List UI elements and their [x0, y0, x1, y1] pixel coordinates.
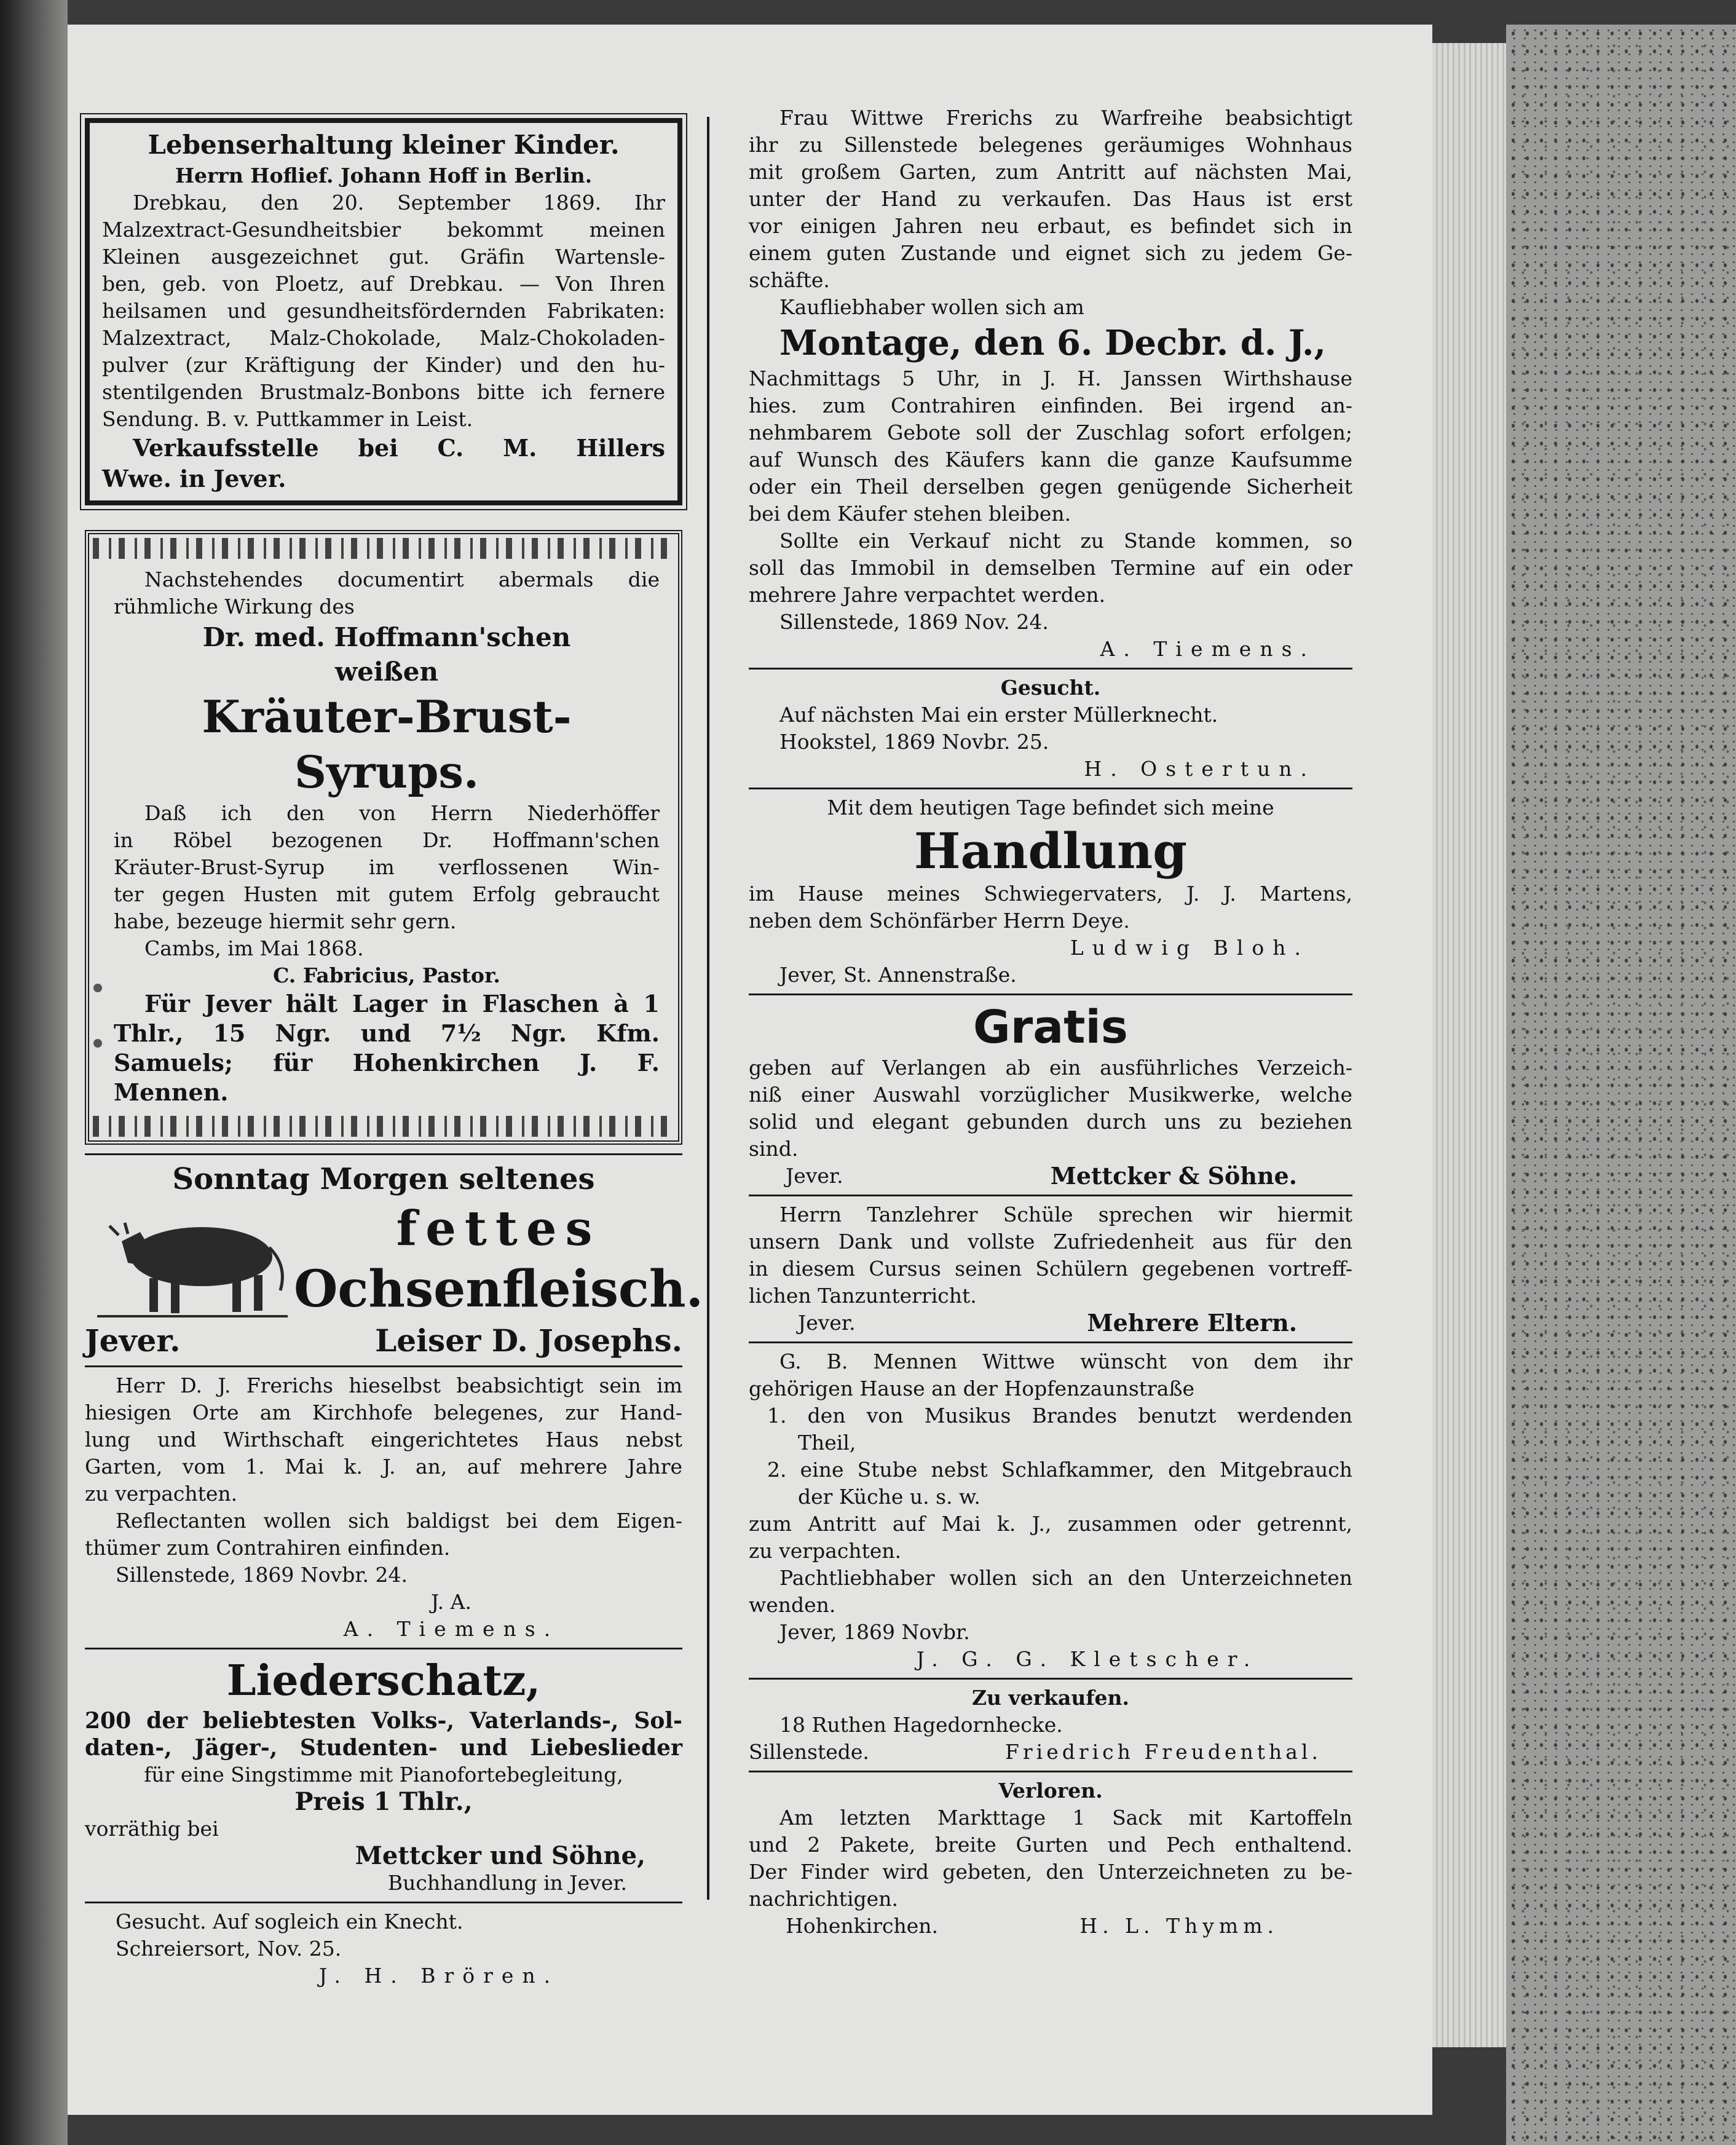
ad-tanzlehrer: [749, 1201, 1352, 1337]
ad-line: soll das Immobil in demselben Termine auf ein oder: [749, 556, 1352, 580]
ad-line: wenden.: [749, 1593, 836, 1617]
ad-handlung: [749, 794, 1352, 989]
ad-heading-large: Ochsenfleisch.: [294, 1260, 704, 1319]
ad-signature: Ludwig Bloh.: [1070, 936, 1309, 960]
ad-sale: Mennen.: [114, 1078, 229, 1106]
ad-line: in Röbel bezogenen Dr. Hoffmann'schen: [114, 828, 660, 852]
ox-block: [85, 1198, 704, 1321]
ad-date: Sillenstede, 1869 Nov. 24.: [779, 610, 1049, 634]
ad-item: Theil,: [798, 1431, 856, 1455]
ad-place: Cambs, im Mai 1868.: [144, 936, 364, 960]
ad-line: geben auf Verlangen ab ein ausführliches Verzeich-: [749, 1056, 1352, 1080]
ad-line: Sendung. B. v. Puttkammer in Leist.: [102, 407, 473, 431]
ad-line: in diesem Cursus seinen Schülern gegebenen vortreff-: [749, 1257, 1352, 1281]
ad-item: 1. den von Musikus Brandes benutzt werdenden: [767, 1404, 1352, 1428]
ad-signature: Friedrich Freudenthal.: [1004, 1740, 1322, 1764]
ox-illustration: [85, 1198, 294, 1321]
ad-line: einem guten Zustande und eignet sich zu jedem Ge-: [749, 241, 1352, 265]
ad-line: im Hause meines Schwiegervaters, J. J. Martens,: [749, 882, 1352, 906]
ad-line: daten-, Jäger-, Studenten- und Liebeslieder: [85, 1735, 682, 1761]
ad-line: Nachmittags 5 Uhr, in J. H. Janssen Wirthshause: [749, 366, 1352, 390]
ad-date: Hookstel, 1869 Novbr. 25.: [779, 730, 1049, 754]
column-rule: [707, 117, 709, 1900]
ad-line: thümer zum Contrahiren einfinden.: [85, 1536, 451, 1560]
ad-ia: J. A.: [431, 1590, 471, 1614]
cover-board: [1506, 25, 1736, 2145]
ad-signature: Leiser D. Josephs.: [375, 1322, 682, 1359]
ad-footer: [749, 1310, 1352, 1337]
ad-line: solid und elegant gebunden durch uns zu beziehen: [749, 1110, 1352, 1134]
ad-line: niß einer Auswahl vorzüglicher Musikwerke, welche: [749, 1083, 1352, 1107]
ad-line: vorräthig bei: [85, 1817, 219, 1841]
ad-line: Gesucht. Auf sogleich ein Knecht.: [116, 1910, 464, 1934]
ad-line: Der Finder wird gebeten, den Unterzeichneten zu be-: [749, 1860, 1352, 1884]
ad-seller: Mettcker und Söhne,: [355, 1841, 645, 1870]
ad-heading-large: fettes: [396, 1201, 601, 1257]
ad-verpachtung: [85, 1372, 682, 1643]
ornament-border: [93, 1116, 674, 1137]
ad-heading: weißen: [335, 657, 438, 687]
ad-line: Am letzten Markttage 1 Sack mit Kartoffeln: [779, 1806, 1352, 1830]
ad-signature: A. Tiemens.: [1100, 637, 1316, 661]
ad-line: unter der Hand zu verkaufen. Das Haus ist erst: [749, 187, 1352, 211]
ad-line: Schreiersort, Nov. 25.: [116, 1937, 342, 1961]
divider: [85, 1365, 682, 1367]
ad-line: mit großem Garten, zum Antritt auf nächsten Mai,: [749, 160, 1352, 184]
ad-line: G. B. Mennen Wittwe wünscht von dem ihr: [779, 1349, 1352, 1373]
ad-muellerknecht: [749, 674, 1352, 783]
ad-footer: [749, 1163, 1352, 1190]
ad-title: Verloren.: [998, 1779, 1103, 1803]
ad-heading-large: Kräuter-Brust-Syrups.: [202, 690, 572, 798]
ad-line: Herrn Tanzlehrer Schüle sprechen wir hiermit: [779, 1203, 1352, 1227]
ad-line: bei dem Käufer stehen bleiben.: [749, 502, 1071, 526]
sale-point: Verkaufsstelle bei C. M. Hillers: [133, 434, 665, 462]
ad-line: auf Wunsch des Käufers kann die ganze Kaufsumme: [749, 448, 1352, 472]
ad-line: habe, bezeuge hiermit sehr gern.: [114, 909, 457, 933]
ad-line: Reflectanten wollen sich baldigst bei dem Eigen-: [116, 1509, 682, 1533]
ad-line: 200 der beliebtesten Volks-, Vaterlands-, Sol-: [85, 1708, 682, 1734]
ad-footer: [749, 1913, 1352, 1940]
ad-mennen: [749, 1348, 1352, 1673]
ad-signature: H. Ostertun.: [1084, 757, 1316, 781]
ox-text: [294, 1199, 703, 1320]
ad-place: Jever.: [85, 1322, 181, 1359]
divider: [749, 1678, 1352, 1680]
ad-place: Jever.: [798, 1311, 856, 1335]
divider: [749, 668, 1352, 670]
ad-sale: Thlr., 15 Ngr. und 7½ Ngr. Kfm.: [114, 1019, 660, 1047]
ad-sale: Samuels; für Hohenkirchen J. F.: [114, 1049, 660, 1076]
ad-shop: Buchhandlung in Jever.: [387, 1871, 627, 1895]
ad-line: lichen Tanzunterricht.: [749, 1284, 977, 1308]
ad-line: ihr zu Sillenstede belegenes geräumiges Wohnhaus: [749, 133, 1352, 157]
ad-signature: C. Fabricius, Pastor.: [273, 963, 500, 987]
ad-place: Jever, St. Annenstraße.: [779, 963, 1017, 987]
divider: [749, 1771, 1352, 1772]
divider: [749, 993, 1352, 995]
ad-line: zum Antritt auf Mai k. J., zusammen oder getrennt,: [749, 1512, 1352, 1536]
ad-title: Gesucht.: [1000, 676, 1101, 700]
ad-line: Drebkau, den 20. September 1869. Ihr: [133, 191, 665, 215]
divider: [749, 1341, 1352, 1343]
ad-line: pulver (zur Kräftigung der Kinder) und den hu-: [102, 353, 665, 377]
ad-heading: Dr. med. Hoffmann'schen: [202, 622, 571, 652]
sale-point: Wwe. in Jever.: [102, 465, 286, 492]
ad-price: Preis 1 Thlr.,: [294, 1787, 473, 1816]
ad-signature: Mettcker & Söhne.: [1050, 1162, 1297, 1190]
ad-line: sind.: [749, 1137, 799, 1161]
page-edges: [1432, 43, 1506, 2047]
ad-line: nachrichtigen.: [749, 1887, 898, 1911]
ad-date-large: Montage, den 6. Decbr. d. J.,: [779, 323, 1327, 363]
ad-signature: J. H. Brören.: [318, 1964, 559, 1988]
ad-line: lung und Wirthschaft eingerichtetes Haus nebst: [85, 1428, 682, 1452]
ad-line: 18 Ruthen Hagedornhecke.: [779, 1713, 1063, 1737]
ad-title: Zu verkaufen.: [971, 1686, 1130, 1710]
ad-line: zu verpachten.: [85, 1482, 238, 1506]
ad-line: Mit dem heutigen Tage befindet sich meine: [827, 796, 1274, 820]
ad-line: Herr D. J. Frerichs hieselbst beabsichtigt sein im: [116, 1373, 682, 1397]
ad-date: Sillenstede, 1869 Novbr. 24.: [116, 1563, 408, 1587]
ad-line: Garten, vom 1. Mai k. J. an, auf mehrere Jahre: [85, 1455, 682, 1479]
ad-brustsyrup: [85, 530, 682, 1145]
ad-line: Kräuter-Brust-Syrup im verflossenen Win-: [114, 855, 660, 879]
ad-line: Daß ich den von Herrn Niederhöffer: [144, 801, 660, 825]
ad-line: mehrere Jahre verpachtet werden.: [749, 583, 1106, 607]
ad-line: hies. zum Contrahiren einfinden. Bei irgend an-: [749, 393, 1352, 417]
ad-line: vor einigen Jahren neu erbaut, es befindet sich in: [749, 214, 1352, 238]
ad-gratis: [749, 1000, 1352, 1190]
divider: [85, 1648, 682, 1649]
ad-line: Frau Wittwe Frerichs zu Warfreihe beabsichtigt: [779, 106, 1352, 130]
ad-line: Kleinen ausgezeichnet gut. Gräfin Wartensle-: [102, 245, 665, 269]
ad-line: schäfte.: [749, 268, 830, 292]
ad-line: oder ein Theil derselben gegen genügende Sicherheit: [749, 475, 1352, 499]
ad-address: Herrn Hoflief. Johann Hoff in Berlin.: [175, 164, 593, 188]
ad-line: stentilgenden Brustmalz-Bonbons bitte ich fernere: [102, 380, 665, 404]
ad-line: Auf nächsten Mai ein erster Müllerknecht.: [779, 703, 1218, 727]
ad-line: Malzextract, Malz-Chokolade, Malz-Chokoladen-: [102, 326, 665, 350]
ad-wohnhaus: [749, 105, 1352, 663]
ad-heading-large: Handlung: [913, 822, 1188, 880]
ad-line: zu verpachten.: [749, 1539, 902, 1563]
book-binding: [0, 0, 68, 2145]
ad-intro: rühmliche Wirkung des: [114, 595, 355, 618]
ad-signature: Mehrere Eltern.: [1087, 1309, 1297, 1337]
ad-knecht: [85, 1908, 682, 1989]
ad-intro: Nachstehendes documentirt abermals die: [144, 567, 660, 591]
ad-line: ter gegen Husten mit gutem Erfolg gebraucht: [114, 882, 660, 906]
ad-item: 2. eine Stube nebst Schlafkammer, den Mitgebrauch: [767, 1458, 1352, 1482]
ornament-border: [93, 538, 674, 559]
ad-place: Hohenkirchen.: [786, 1914, 939, 1938]
ad-heading: Sonntag Morgen seltenes: [172, 1162, 595, 1196]
left-column: [85, 86, 704, 1989]
ad-line: gehörigen Hause an der Hopfenzaunstraße: [749, 1377, 1195, 1400]
right-column: [749, 86, 1352, 1940]
ad-line: Kaufliebhaber wollen sich am: [779, 295, 1084, 319]
ad-title: Lebenserhaltung kleiner Kinder.: [148, 130, 620, 160]
ad-ochsenfleisch: [85, 1160, 704, 1361]
ad-line: hiesigen Orte am Kirchhofe belegenes, zur Hand-: [85, 1400, 682, 1424]
ad-verloren: [749, 1777, 1352, 1940]
ad-date: Jever, 1869 Novbr.: [779, 1620, 970, 1644]
ad-line: Pachtliebhaber wollen sich an den Unterzeichneten: [779, 1566, 1352, 1590]
ad-line: Sollte ein Verkauf nicht zu Stande kommen, so: [779, 529, 1352, 553]
divider: [85, 1902, 682, 1903]
ad-line: unsern Dank und vollste Zufriedenheit aus für den: [749, 1230, 1352, 1254]
ad-line: neben dem Schönfärber Herrn Deye.: [749, 909, 1130, 933]
divider: [85, 1153, 682, 1155]
ad-place: Sillenstede.: [749, 1740, 869, 1764]
ad-liederschatz: [85, 1654, 682, 1897]
ad-item: der Küche u. s. w.: [798, 1485, 980, 1509]
ad-heading-large: Liederschatz,: [226, 1656, 541, 1705]
ad-line: heilsamen und gesundheitsfördernden Fabrikaten:: [102, 299, 665, 323]
ad-line: nehmbarem Gebote soll der Zuschlag sofort erfolgen;: [749, 421, 1352, 444]
divider: [749, 788, 1352, 789]
ad-signature: J. G. G. Kletscher.: [916, 1647, 1259, 1671]
ad-signature: A. Tiemens.: [343, 1617, 559, 1641]
ad-signature: H. L. Thymm.: [1079, 1914, 1279, 1938]
ad-hecke: [749, 1685, 1352, 1766]
divider: [749, 1195, 1352, 1196]
ad-line: Malzextract-Gesundheitsbier bekommt meinen: [102, 218, 665, 242]
ad-line: ben, geb. von Ploetz, auf Drebkau. — Von Ihren: [102, 272, 665, 296]
ad-line: für eine Singstimme mit Pianofortebegleitung,: [144, 1763, 623, 1787]
ad-sale: Für Jever hält Lager in Flaschen à 1: [144, 990, 660, 1017]
ad-malzextract: [85, 118, 682, 505]
ad-line: und 2 Pakete, breite Gurten und Pech enthaltend.: [749, 1833, 1352, 1857]
ad-heading-large: Gratis: [973, 1001, 1128, 1054]
ad-place: Jever.: [786, 1164, 843, 1188]
ad-footer: [85, 1321, 682, 1361]
ad-footer: [749, 1739, 1352, 1766]
